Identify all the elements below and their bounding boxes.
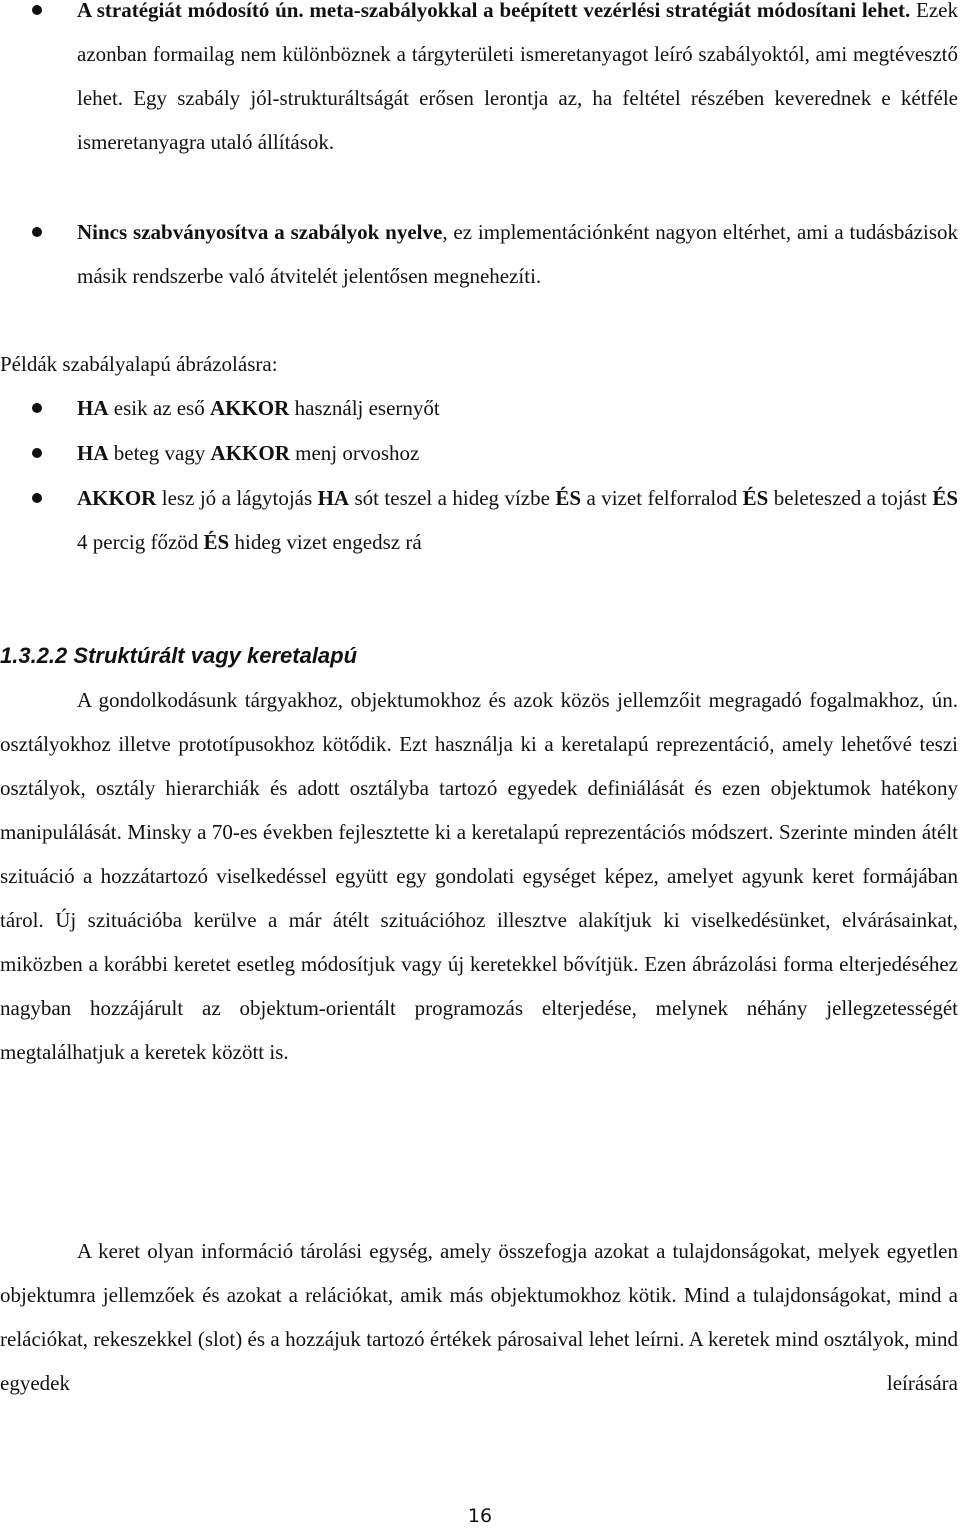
rule-text: esik az eső [108, 396, 210, 420]
keyword-es: ÉS [932, 486, 958, 510]
keyword-ha: HA [77, 441, 109, 465]
bullet-bold-text: A stratégiát módosító ún. meta-szabályokkal a beépített vezérlési stratégiát módosítani lehet. [77, 0, 911, 22]
keyword-es: ÉS [555, 486, 582, 510]
keyword-es: ÉS [742, 486, 769, 510]
bullet-bold-text: Nincs szabványosítva a szabályok nyelve [77, 220, 443, 244]
bullet-icon [32, 227, 42, 237]
example-rule-egg [77, 476, 958, 564]
bullet-icon [32, 5, 42, 15]
keyword-es: ÉS [203, 530, 230, 554]
example-rule-doctor [77, 431, 958, 475]
paragraph-frame-representation: A gondolkodásunk tárgyakhoz, objektumokhoz és azok közös jellemzőit megragadó fogalmakhoz, ún. osztályokhoz illetve prototípusokhoz kötődik. Ezt használja ki a keretalapú reprezentáció, amely lehetővé teszi osztályok, osztály hierarchiák és adott osztályba tartozó egyedek definiálását és ezen objektumok hatékony manipulálását. Minsky a 70-es években fejlesztette ki a keretalapú reprezentációs módszert. Szerinte minden átélt szituáció a hozzátartozó viselkedéssel együtt egy gondolati egységet képez, amelyet agyunk keret formájában tárol. Új szituációba kerülve a már átélt szituációhoz illesztve alakítjuk ki viselkedésünket, elvárásainkat, miközben a korábbi keretet esetleg módosítjuk vagy új keretekkel bővítjük. Ezen ábrázolási forma elterjedéséhez nagyban hozzájárult az objektum-orientált programozás elterjedése, melynek néhány jellegzetességét megtalálhatjuk a keretek között is. [0, 688, 958, 1064]
rule-text: beteg vagy [108, 441, 211, 465]
keyword-ha: HA [77, 396, 109, 420]
bullet-text: , ez implementációnként nagyon eltérhet, ami a tudásbázisok másik rendszerbe való átvitelét jelentősen megnehezíti. [77, 220, 958, 288]
keyword-ha: HA [317, 486, 350, 510]
example-rule-umbrella [77, 386, 958, 430]
bullet-text: Ezek azonban formailag nem különböznek a tárgyterületi ismeretanyagot leíró szabályoktól, ami megtévesztő lehet. Egy szabály jól-strukturáltságát erősen lerontja az, ha feltétel részében keverednek e kétféle ismeretanyagra utaló állítások. [77, 0, 958, 154]
rule-text: lesz jó a lágytojás [156, 486, 318, 510]
rule-text: 4 percig főzöd [77, 530, 204, 554]
rule-text: beleteszed a tojást [768, 486, 933, 510]
paragraph-frame-definition: A keret olyan információ tárolási egység, amely összefogja azokat a tulajdonságokat, melyek egyetlen objektumra jellemzőek és azokat a relációkat, amik más objektumokhoz kötik. Mind a tulajdonságokat, mind a relációkat, rekeszekkel (slot) és a hozzájuk tartozó értékek párosaival lehet leírni. A keretek mind osztályok, mind egyedek leírására [0, 1239, 958, 1395]
bullet-item-rule-language [77, 210, 958, 298]
bullet-icon [32, 448, 42, 458]
keyword-akkor: AKKOR [77, 486, 157, 510]
rule-text: a vizet felforralod [581, 486, 743, 510]
bullet-icon [32, 493, 42, 503]
rule-text: sót teszel a hideg vízbe [349, 486, 556, 510]
bullet-item-meta-rules [77, 0, 958, 164]
rule-text: használj esernyőt [289, 396, 440, 420]
keyword-akkor: AKKOR [209, 396, 290, 420]
rule-text: menj orvoshoz [289, 441, 420, 465]
bullet-icon [32, 403, 42, 413]
examples-intro: Példák szabályalapú ábrázolásra: [0, 352, 278, 376]
rule-text: hideg vizet engedsz rá [229, 530, 422, 554]
page-number: 16 [467, 1505, 493, 1527]
keyword-akkor: AKKOR [210, 441, 290, 465]
section-heading: 1.3.2.2 Struktúrált vagy keretalapú [0, 643, 358, 668]
